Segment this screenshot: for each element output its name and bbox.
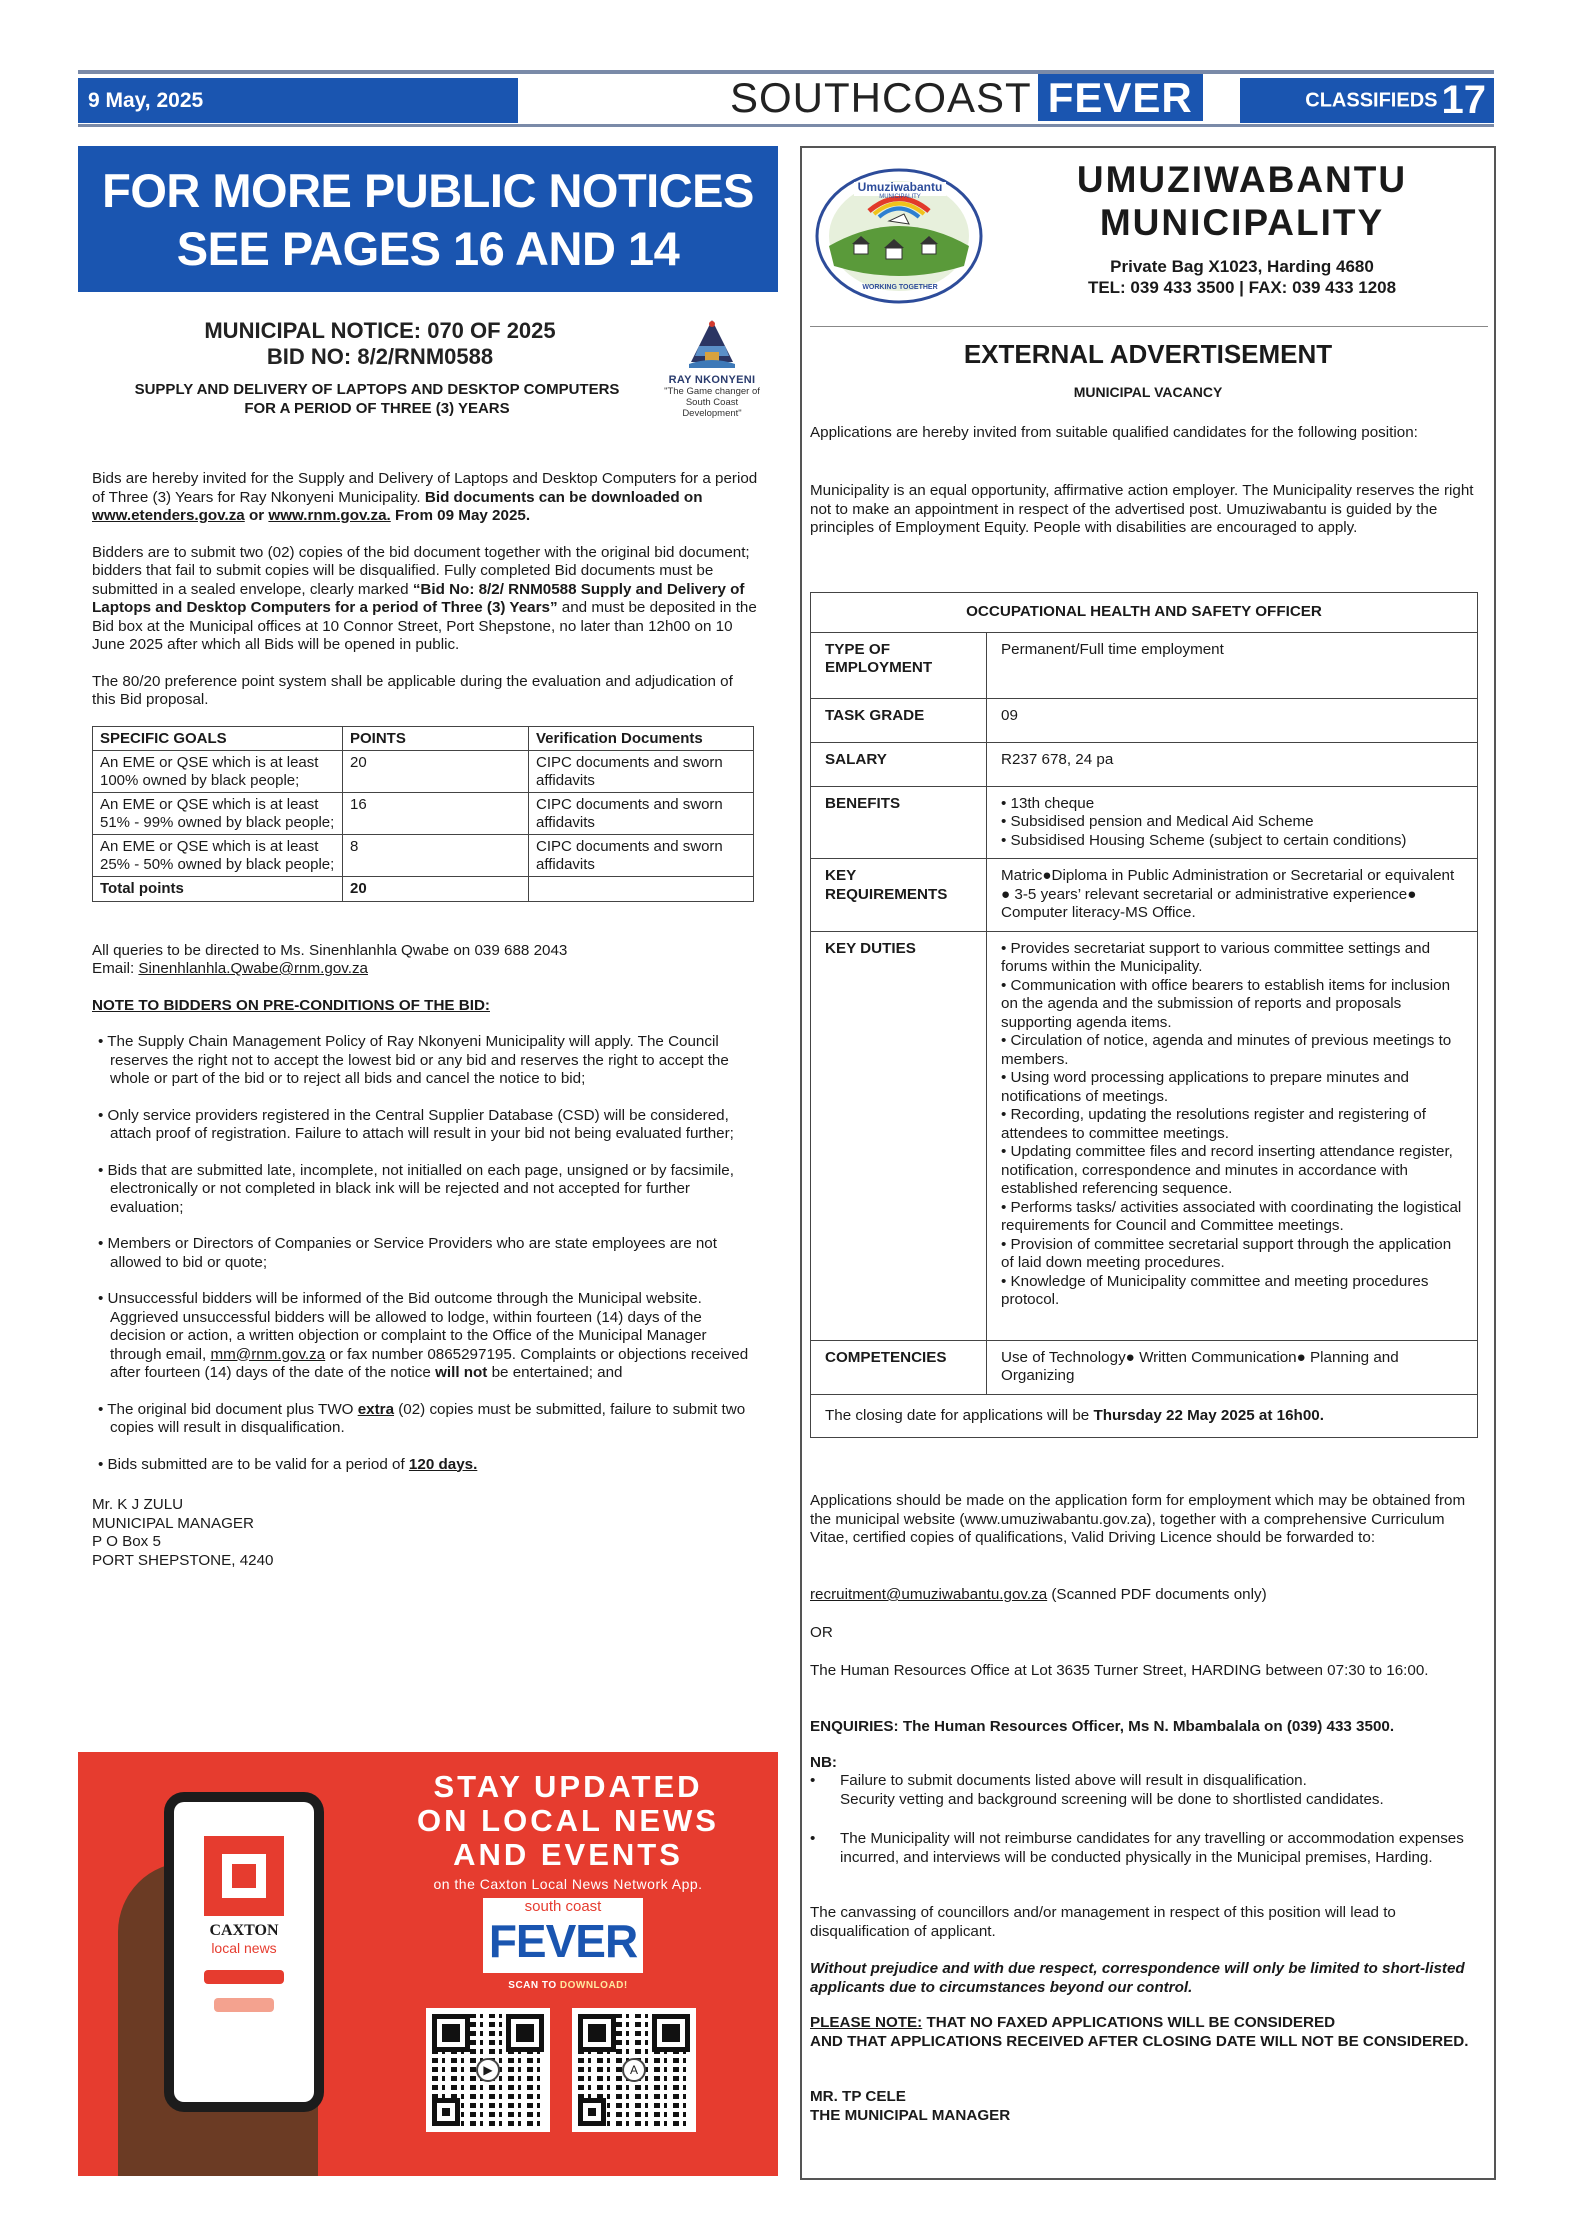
- row-label: BENEFITS: [811, 786, 987, 859]
- page-number: 17: [1441, 78, 1486, 123]
- queries-contact: [92, 942, 758, 979]
- table-cell: An EME or QSE which is at least 51% - 99% owned by black people;: [93, 793, 343, 835]
- ad-headline-2: ON LOCAL NEWS: [417, 1803, 719, 1838]
- nb-bullet: •: [810, 1772, 816, 1789]
- section-name: CLASSIFIEDS: [1305, 89, 1438, 112]
- caxton-app-ad[interactable]: [78, 1752, 778, 2176]
- p2-text: Bidders are to submit two (02) copies of the bid document together with the original bid document; bidders that fail to submit copies will be disqualified. Fully completed Bid documents must be submitted in a sealed envelope, clearly marked: [92, 543, 750, 598]
- play-store-icon: ▶: [476, 2058, 500, 2082]
- row-value: Use of Technology● Written Communication● Planning and Organizing: [987, 1340, 1478, 1394]
- muni-signature: [810, 2088, 1486, 2125]
- row-value: Matric●Diploma in Public Administration or Secretarial or equivalent ● 3-5 years’ relevant secretarial or administrative experience● Computer literacy-MS Office.: [987, 859, 1478, 932]
- table-row: [811, 786, 1478, 859]
- signatory-box: P O Box 5: [92, 1533, 161, 1550]
- banner-line-1: FOR MORE PUBLIC NOTICES: [102, 164, 754, 217]
- municipality-name-1: UMUZIWABANTU: [1076, 159, 1408, 200]
- notice-title: [92, 318, 668, 370]
- benefit-item: • Subsidised pension and Medical Aid Scheme: [1001, 813, 1314, 830]
- header-rule-bottom: [78, 124, 1494, 127]
- table-cell: 8: [343, 835, 529, 877]
- scan-text: SCAN TO: [508, 1980, 560, 1991]
- equity-paragraph: Municipality is an equal opportunity, affirmative action employer. The Municipality reserves the right not to make an appointment in respect of the advertised post. Umuziwabantu is guided by the principles of Employment Equity. People with disabilities are encouraged to apply.: [810, 482, 1474, 536]
- phone-screen: [174, 1802, 314, 2102]
- please-note-label: PLEASE NOTE:: [810, 2014, 923, 2031]
- prejudice-note: Without prejudice and with due respect, correspondence will only be limited to short-listed applicants due to circumstances beyond our control.: [810, 1960, 1465, 1996]
- bid-condition: • Bids that are submitted late, incomplete, not initialled on each page, unsigned or by facsimile, electronically or not completed in black ink will be rejected and not accepted for further evaluation;: [98, 1161, 734, 1216]
- duty-item: • Provision of committee secretarial support through the application of laid down meeting procedures.: [1001, 1235, 1452, 1271]
- b7-days: 120 days.: [408, 1455, 478, 1473]
- recruitment-email-link[interactable]: recruitment@umuziwabantu.gov.za: [810, 1586, 1048, 1603]
- bid-condition: • Only service providers registered in the Central Supplier Database (CSD) will be considered, attach proof of registration. Failure to attach will result in your bid not being evaluated further;: [98, 1106, 734, 1142]
- municipality-address: [1002, 256, 1482, 298]
- p1-or: or: [244, 507, 269, 524]
- row-label: TYPE OF EMPLOYMENT: [811, 632, 987, 698]
- or-text: OR: [810, 1624, 833, 1641]
- row-value: [987, 931, 1478, 1340]
- issue-date: 9 May, 2025: [78, 78, 518, 123]
- signatory-title: MUNICIPAL MANAGER: [92, 1514, 255, 1532]
- table-row: [93, 835, 754, 877]
- notice-number: MUNICIPAL NOTICE: 070 OF 2025: [204, 318, 556, 343]
- municipality-name-2: MUNICIPALITY: [1099, 202, 1385, 243]
- table-row: [811, 742, 1478, 786]
- row-value: 09: [987, 698, 1478, 742]
- mm-email-link[interactable]: mm@rnm.gov.za: [210, 1345, 326, 1363]
- b5-text2: or fax number 0865297195. Complaints or objections received after fourteen (14) days of the date of the notice: [110, 1345, 749, 1381]
- rnm-link[interactable]: www.rnm.gov.za.: [268, 507, 391, 524]
- banner-line-2: SEE PAGES 16 AND 14: [176, 222, 680, 275]
- please-note: [810, 2014, 1486, 2051]
- table-row: [811, 1340, 1478, 1394]
- table-cell: Total points: [93, 877, 343, 902]
- app-store-icon: A: [622, 2058, 646, 2082]
- table-cell: CIPC documents and sworn affidavits: [529, 793, 754, 835]
- notice-subtitle-1: SUPPLY AND DELIVERY OF LAPTOPS AND DESKTOP COMPUTERS: [134, 381, 620, 398]
- nb-bullet: •: [810, 1830, 816, 1847]
- nb-text: Security vetting and background screening will be done to shortlisted candidates.: [840, 1790, 1384, 1808]
- table-row: [811, 931, 1478, 1340]
- row-value: R237 678, 24 pa: [987, 742, 1478, 786]
- southcoast-fever-logo: [483, 1898, 643, 1973]
- intro-paragraph: Applications are hereby invited from suitable qualified candidates for the following position:: [810, 424, 1418, 441]
- notice-subtitle: [92, 380, 662, 418]
- scan-download: DOWNLOAD!: [559, 1980, 628, 1991]
- bid-condition: • The Supply Chain Management Policy of Ray Nkonyeni Municipality will apply. The Council reserves the right not to accept the lowest bid or any bid and reserves the right to accept the whole or part of the bid or to reject all bids and cancel the notice to bid;: [98, 1033, 729, 1087]
- qwabe-email-link[interactable]: Sinenhlanhla.Qwabe@rnm.gov.za: [138, 960, 368, 977]
- table-row: [811, 1394, 1478, 1438]
- p1-date: From 09 May 2025.: [390, 507, 531, 524]
- email-line: [810, 1586, 1486, 1605]
- duty-item: • Using word processing applications to prepare minutes and notifications of meetings.: [1001, 1069, 1410, 1105]
- row-label: KEY DUTIES: [811, 931, 987, 1340]
- specific-goals-table: [92, 726, 754, 902]
- table-cell: [529, 877, 754, 902]
- p1-text: Bids are hereby invited for the Supply and Delivery of Laptops and Desktop Computers for a period of Three (3) Years for Ray Nkonyeni Municipality.: [92, 470, 758, 506]
- table-cell: 16: [343, 793, 529, 835]
- table-header: Verification Documents: [529, 726, 754, 751]
- hut-icon: [685, 318, 739, 370]
- table-header-row: [93, 726, 754, 751]
- umuziwabantu-vacancy-ad: [800, 146, 1496, 2180]
- row-label: SALARY: [811, 742, 987, 786]
- closing-date-value: Thursday 22 May 2025 at 16h00.: [1093, 1406, 1324, 1424]
- b7-text: • Bids submitted are to be valid for a period of: [98, 1455, 409, 1473]
- table-row: [811, 859, 1478, 932]
- table-cell: 20: [343, 751, 529, 793]
- signatory-title: THE MUNICIPAL MANAGER: [810, 2106, 1011, 2124]
- p2-tail: and must be deposited in the Bid box at the Municipal offices at 10 Connor Street, Port Shepstone, no later than 12h00 on 10 June 2025 after which all Bids will be opened in public.: [92, 599, 757, 653]
- duty-item: • Knowledge of Municipality committee and meeting procedures protocol.: [1001, 1272, 1429, 1308]
- masthead-fever: FEVER: [1038, 74, 1203, 121]
- duty-item: • Performs tasks/ activities associated with coordinating the logistical requirements for Council and Committee meetings.: [1001, 1198, 1462, 1234]
- masthead-thin: SOUTHCOAST: [730, 74, 1032, 121]
- logo-name: Umuziwabantu: [857, 180, 943, 194]
- benefit-item: • 13th cheque: [1001, 794, 1095, 812]
- duty-item: • Provides secretariat support to various committee settings and forums within the Municipality.: [1001, 939, 1431, 975]
- duty-item: • Updating committee files and record inserting attendance register, notification, correspondence and minutes in accordance with established referencing sequence.: [1001, 1143, 1453, 1197]
- table-row: [811, 632, 1478, 698]
- b5-bold: will not: [435, 1364, 488, 1381]
- email-label: Email:: [92, 960, 139, 977]
- apply-paragraph: Applications should be made on the application form for employment which may be obtained from the municipal website (www.umuziwabantu.gov.za), together with a comprehensive Curriculum Vitae, certified copies of qualifications, Valid Driving Licence should be forwarded to:: [810, 1492, 1466, 1546]
- closing-date: [811, 1394, 1478, 1438]
- google-play-qr-code[interactable]: [426, 2008, 550, 2132]
- etenders-link[interactable]: www.etenders.gov.za: [92, 507, 245, 524]
- table-cell: CIPC documents and sworn affidavits: [529, 751, 754, 793]
- table-cell: 20: [343, 877, 529, 902]
- nb-label: NB:: [810, 1754, 837, 1771]
- submission-instructions: [92, 544, 758, 655]
- table-cell: An EME or QSE which is at least 100% owned by black people;: [93, 751, 343, 793]
- table-total-row: [93, 877, 754, 902]
- nb-text: The Municipality will not reimburse candidates for any travelling or accommodation expenses incurred, and interviews will be conducted physically in the Municipal premises, Harding.: [840, 1830, 1464, 1866]
- signatory-city: PORT SHEPSTONE, 4240: [92, 1551, 274, 1569]
- closing-text: The closing date for applications will be: [825, 1406, 1094, 1424]
- public-notices-banner: [78, 146, 778, 292]
- scan-label: [368, 1980, 768, 1991]
- hr-office: The Human Resources Office at Lot 3635 Turner Street, HARDING between 07:30 to 16:00.: [810, 1662, 1429, 1679]
- ad-headline: [368, 1770, 768, 1872]
- table-header: POINTS: [343, 726, 529, 751]
- ad-headline-3: AND EVENTS: [453, 1837, 683, 1872]
- queries-text: All queries to be directed to Ms. Sinenhlanhla Qwabe on 039 688 2043: [92, 941, 568, 959]
- b6-tail: (02) copies must be submitted, failure to submit two copies will result in disqualification.: [110, 1400, 746, 1436]
- app-store-qr-code[interactable]: [572, 2008, 696, 2132]
- table-row: [93, 793, 754, 835]
- row-value: [987, 786, 1478, 859]
- bid-condition: [92, 1456, 758, 1475]
- row-label: KEY REQUIREMENTS: [811, 859, 987, 932]
- signatory-name: MR. TP CELE: [810, 2088, 906, 2105]
- row-value: Permanent/Full time employment: [987, 632, 1478, 698]
- app-button-graphic: [204, 1970, 284, 1984]
- bid-condition: [92, 1401, 758, 1438]
- ray-nkonyeni-logo: [662, 318, 762, 419]
- app-button-graphic: [214, 1998, 274, 2012]
- logo-motto: WORKING TOGETHER: [862, 284, 938, 291]
- bid-condition: • Members or Directors of Companies or Service Providers who are state employees are not allowed to bid or quote;: [98, 1235, 717, 1271]
- sc-logo-top: south coast: [524, 1898, 602, 1915]
- masthead: [730, 74, 1203, 122]
- nb-item: [810, 1772, 1486, 1809]
- p1-bold: Bid documents can be downloaded on: [424, 488, 703, 506]
- ad-subline: on the Caxton Local News Network App.: [433, 1876, 703, 1892]
- notice-signature: [92, 1496, 758, 1570]
- row-label: COMPETENCIES: [811, 1340, 987, 1394]
- sc-logo-bold: FEVER: [488, 1915, 638, 1967]
- table-cell: CIPC documents and sworn affidavits: [529, 835, 754, 877]
- nb-text: Failure to submit documents listed above will result in disqualification.: [840, 1772, 1307, 1789]
- app-name-sub: local news: [211, 1940, 277, 1956]
- ad-headline-1: STAY UPDATED: [433, 1769, 703, 1804]
- logo-sub: MUNICIPALITY: [879, 194, 921, 200]
- ray-logo-tagline: "The Game changer of South Coast Development": [664, 386, 760, 419]
- canvassing-note: The canvassing of councillors and/or management in respect of this position will lead to disqualification of applicant.: [810, 1904, 1396, 1940]
- section-label: [1240, 78, 1494, 123]
- please-note-text2: AND THAT APPLICATIONS RECEIVED AFTER CLOSING DATE WILL NOT BE CONSIDERED.: [810, 2032, 1469, 2050]
- divider: [810, 326, 1488, 327]
- table-row: [811, 698, 1478, 742]
- external-advertisement-heading: EXTERNAL ADVERTISEMENT: [963, 339, 1333, 369]
- duty-item: • Recording, updating the resolutions register and registering of attendees to committee meetings.: [1001, 1106, 1426, 1142]
- table-cell: An EME or QSE which is at least 25% - 50% owned by black people;: [93, 835, 343, 877]
- b5-text: • Unsuccessful bidders will be informed of the Bid outcome through the Municipal website. Aggrieved unsuccessful bidders will be allowed to lodge, within fourteen (14) days of the decision or action, a written objection or complaint to the Office of the Municipal Manager through email,: [98, 1290, 707, 1363]
- job-title: OCCUPATIONAL HEALTH AND SAFETY OFFICER: [811, 593, 1478, 633]
- vacancy-subheading: MUNICIPAL VACANCY: [1073, 384, 1223, 400]
- municipality-name: [1002, 158, 1482, 244]
- p2-bold: “Bid No: 8/2/ RNM0588 Supply and Delivery of Laptops and Desktop Computers for a period of Three (3) Years”: [92, 580, 745, 616]
- table-row: [93, 751, 754, 793]
- bid-condition: [92, 1290, 758, 1383]
- table-row: [811, 593, 1478, 633]
- umuziwabantu-logo: [814, 166, 984, 306]
- table-header: SPECIFIC GOALS: [93, 726, 343, 751]
- duty-item: • Circulation of notice, agenda and minutes of previous meetings to members.: [1001, 1032, 1452, 1068]
- bid-number: BID NO: 8/2/RNM0588: [266, 344, 494, 369]
- please-note-text: THAT NO FAXED APPLICATIONS WILL BE CONSIDERED: [922, 2014, 1336, 2031]
- b6-extra: extra: [357, 1400, 395, 1418]
- row-label: TASK GRADE: [811, 698, 987, 742]
- duty-item: • Communication with office bearers to establish items for inclusion on the agenda and the submission of reports and proposals supporting agenda items.: [1001, 976, 1451, 1031]
- preference-system: The 80/20 preference point system shall be applicable during the evaluation and adjudication of this Bid proposal.: [92, 672, 733, 708]
- phone-fax: TEL: 039 433 3500 | FAX: 039 433 1208: [1087, 278, 1397, 297]
- signatory-name: Mr. K J ZULU: [92, 1496, 184, 1513]
- enquiries: ENQUIRIES: The Human Resources Officer, Ms N. Mbambalala on (039) 433 3500.: [810, 1718, 1395, 1735]
- nb-item: [810, 1830, 1486, 1867]
- notice-subtitle-2: FOR A PERIOD OF THREE (3) YEARS: [244, 400, 510, 417]
- bid-invitation: [92, 470, 758, 526]
- benefit-item: • Subsidised Housing Scheme (subject to certain conditions): [1001, 831, 1407, 849]
- b6-text: • The original bid document plus TWO: [98, 1400, 358, 1418]
- ray-logo-name: RAY NKONYENI: [668, 374, 756, 386]
- email-note: (Scanned PDF documents only): [1047, 1586, 1267, 1603]
- postal-address: Private Bag X1023, Harding 4680: [1110, 257, 1374, 276]
- b5-tail: be entertained; and: [487, 1364, 623, 1381]
- app-name: CAXTON: [209, 1922, 279, 1939]
- municipal-notice: [92, 318, 758, 1570]
- caxton-logo-icon: [204, 1836, 284, 1916]
- phone-mockup: [164, 1792, 324, 2112]
- note-title: NOTE TO BIDDERS ON PRE-CONDITIONS OF THE BID:: [92, 996, 490, 1014]
- job-details-table: [810, 592, 1478, 1438]
